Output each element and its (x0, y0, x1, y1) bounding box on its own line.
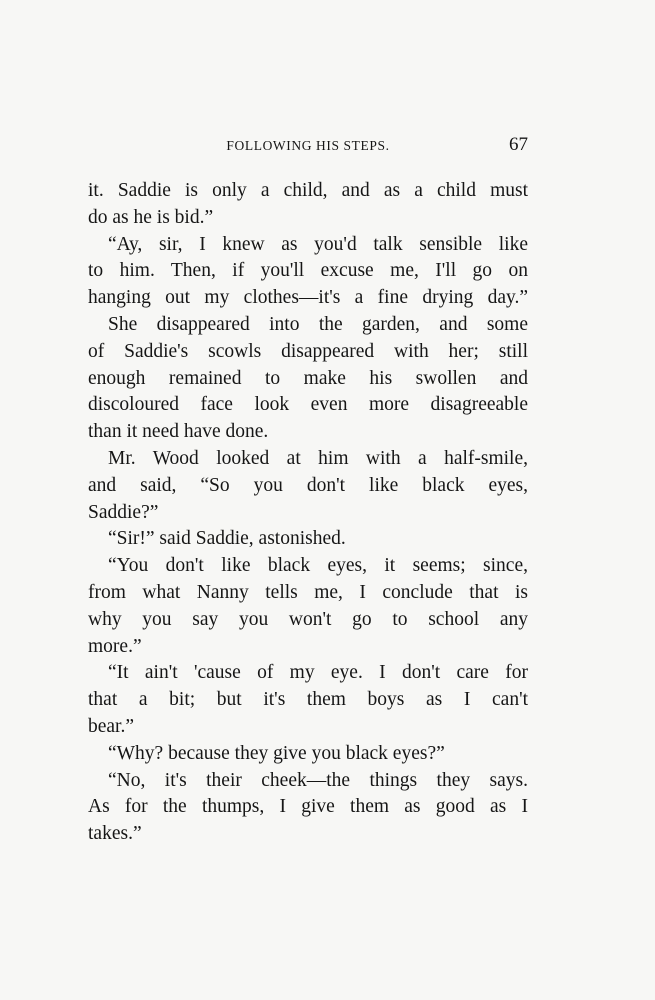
text-line: “You don't like black eyes, it seems; since, (108, 555, 528, 577)
text-line: and said, “So you don't like black eyes, (88, 474, 528, 496)
text-line: why you say you won't go to school any (88, 608, 528, 630)
text-line: than it need have done. (88, 421, 269, 443)
text-line: discoloured face look even more disagreeable (88, 394, 528, 416)
text-line: “No, it's their cheek—the things they says. (108, 769, 528, 791)
text-line: As for the thumps, I give them as good as I (88, 796, 528, 818)
text-line: it. Saddie is only a child, and as a child must (88, 180, 528, 201)
text-line: “Sir!” said Saddie, astonished. (108, 528, 346, 550)
text-line: takes.” (88, 823, 142, 845)
text-line: that a bit; but it's them boys as I can't (88, 689, 528, 711)
text-line: Mr. Wood looked at him with a half-smile, (108, 447, 528, 469)
text-line: of Saddie's scowls disappeared with her; still (88, 340, 528, 362)
page-number: 67 (509, 134, 528, 155)
text-line: more.” (88, 635, 142, 657)
text-line: to him. Then, if you'll excuse me, I'll go on (88, 260, 528, 282)
body-text (88, 178, 528, 848)
text-line: Saddie?” (88, 501, 159, 523)
page-header (88, 134, 528, 158)
text-line: She disappeared into the garden, and some (108, 313, 528, 335)
text-line: enough remained to make his swollen and (88, 367, 528, 389)
text-line: “Ay, sir, I knew as you'd talk sensible like (108, 233, 528, 255)
running-title: FOLLOWING HIS STEPS. (226, 138, 390, 153)
text-line: do as he is bid.” (88, 206, 214, 228)
text-line: “It ain't 'cause of my eye. I don't care for (108, 662, 528, 684)
text-line: hanging out my clothes—it's a fine drying day.” (88, 287, 528, 309)
text-line: from what Nanny tells me, I conclude that is (88, 581, 528, 603)
text-line: bear.” (88, 715, 135, 737)
text-line: “Why? because they give you black eyes?” (108, 742, 445, 764)
